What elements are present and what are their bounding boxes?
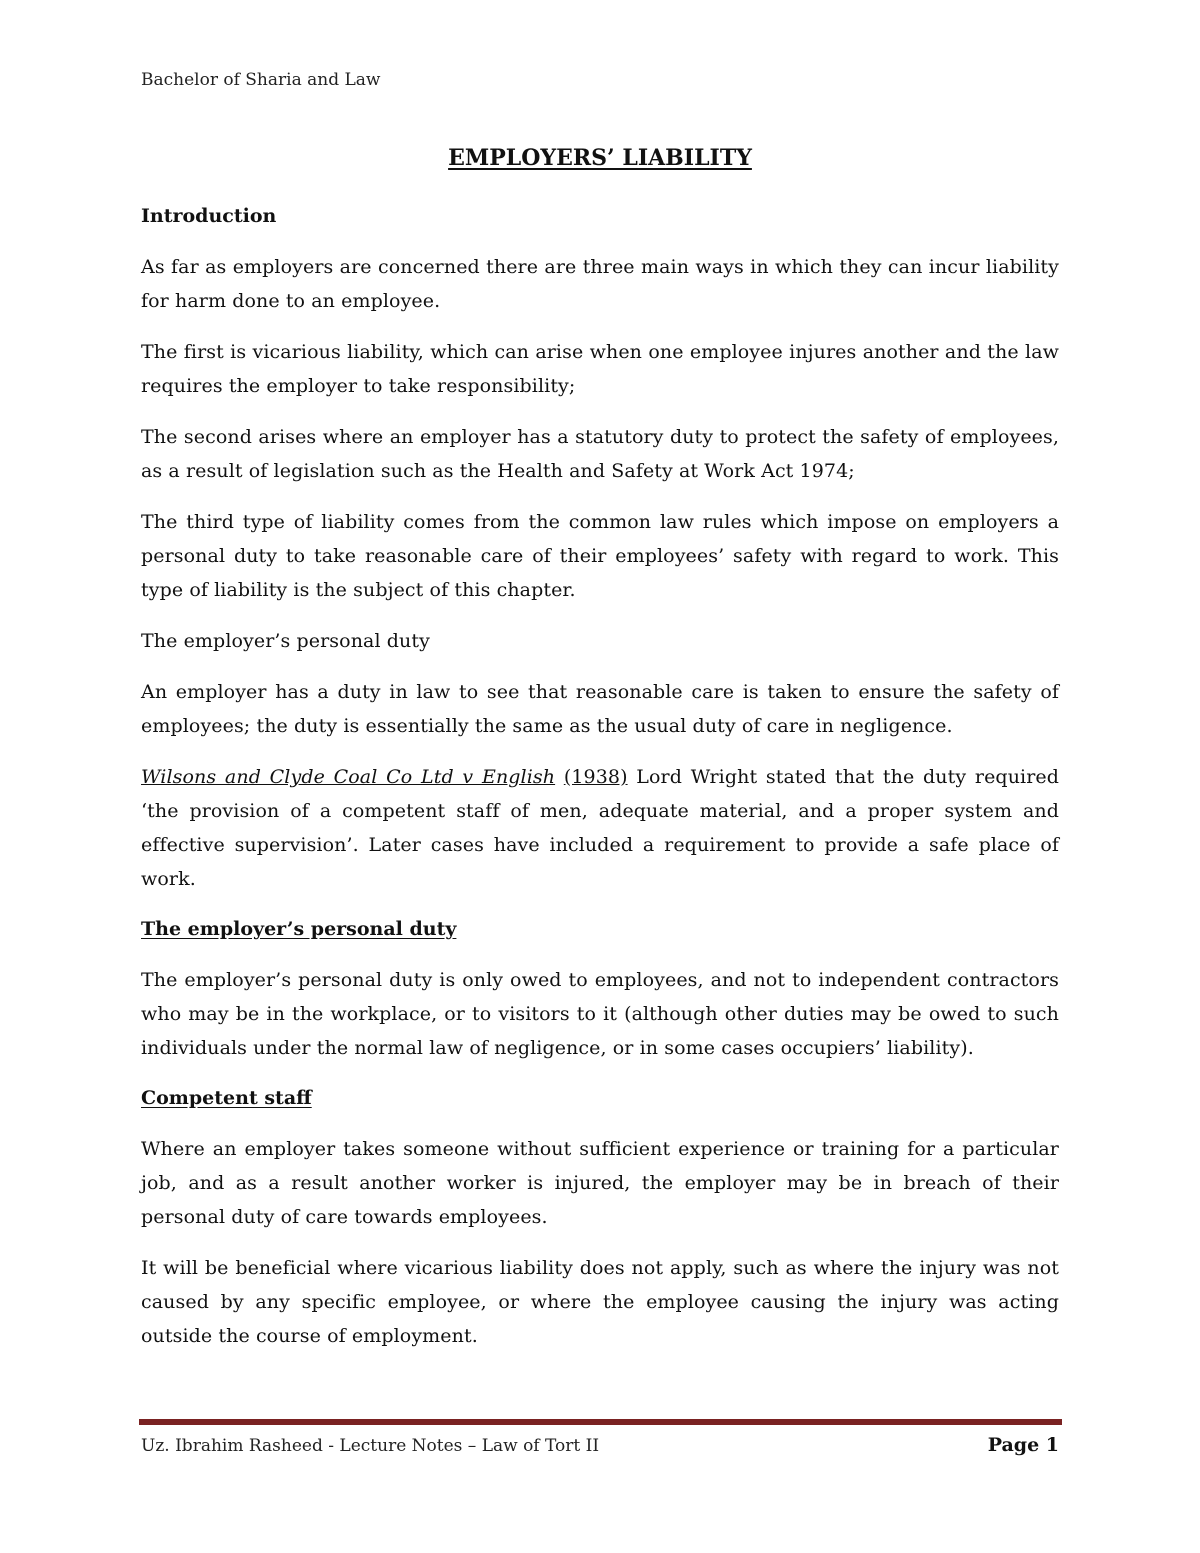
paragraph-6: An employer has a duty in law to see that reasonable care is taken to ensure the safety of employees; the duty is essentially the same as the usual duty of care in negligence.: [141, 681, 1059, 737]
footer-divider: [139, 1419, 1062, 1425]
paragraph-1: As far as employers are concerned there are three main ways in which they can incur liability for harm done to an employee.: [141, 256, 1059, 312]
paragraph-9: Where an employer takes someone without sufficient experience or training for a particular job, and as a result another worker is injured, the employer may be in breach of their personal duty of care towards employees.: [141, 1138, 1059, 1228]
page-content: [141, 138, 1059, 1370]
section-heading-competent-staff: Competent staff: [141, 1087, 312, 1109]
document-title: EMPLOYERS’ LIABILITY: [448, 145, 752, 171]
page-number: Page 1: [987, 1434, 1059, 1456]
footer-text: Uz. Ibrahim Rasheed - Lecture Notes – Law of Tort II: [141, 1436, 600, 1456]
paragraph-10: It will be beneficial where vicarious liability does not apply, such as where the injury was not caused by any specific employee, or where the employee causing the injury was acting outside the course of employment.: [141, 1257, 1059, 1347]
paragraph-8: The employer’s personal duty is only owed to employees, and not to independent contractors who may be in the workplace, or to visitors to it (although other duties may be owed to such individuals under the normal law of negligence, or in some cases occupiers’ liability).: [141, 969, 1059, 1059]
paragraph-2: The first is vicarious liability, which can arise when one employee injures another and the law requires the employer to take responsibility;: [141, 341, 1059, 397]
paragraph-5: The employer’s personal duty: [141, 630, 430, 652]
intro-heading: Introduction: [141, 205, 277, 227]
paragraph-7-text: Lord Wright stated that the duty required ‘the provision of a competent staff of men, adequate material, and a proper system and effective supervision’. Later cases have included a requirement to provide a safe place of work.: [141, 766, 1059, 890]
paragraph-7: [141, 760, 1059, 896]
case-citation-year: (1938): [563, 766, 628, 788]
paragraph-4: The third type of liability comes from the common law rules which impose on employers a personal duty to take reasonable care of their employees’ safety with regard to work. This type of liability is the subject of this chapter.: [141, 511, 1059, 601]
section-heading-personal-duty: The employer’s personal duty: [141, 918, 457, 940]
paragraph-3: The second arises where an employer has a statutory duty to protect the safety of employees, as a result of legislation such as the Health and Safety at Work Act 1974;: [141, 426, 1059, 482]
page-header: Bachelor of Sharia and Law: [141, 70, 381, 90]
case-citation-name: Wilsons and Clyde Coal Co Ltd v English: [141, 766, 556, 788]
